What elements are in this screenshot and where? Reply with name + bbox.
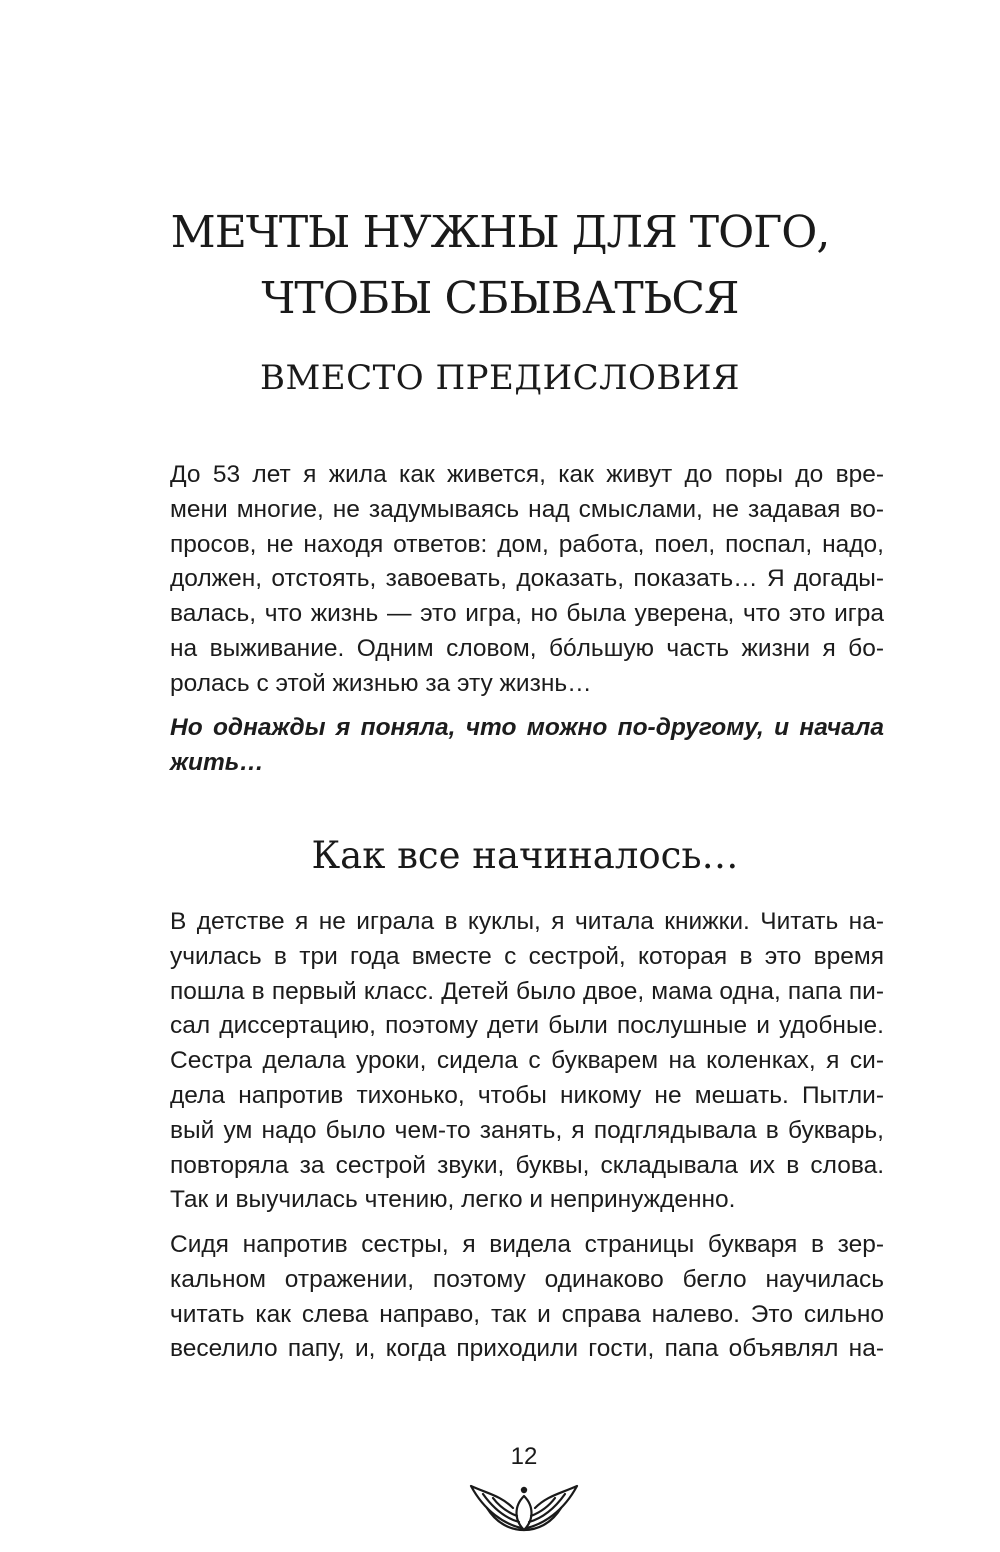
text-line: сал диссертацию, поэтому дети были послушные и удобные. — [170, 1012, 884, 1040]
text-line: В детстве я не играла в куклы, я читала книжки. Читать на- — [170, 908, 884, 935]
text-line: пошла в первый класс. Детей было двое, мама одна, папа пи- — [170, 977, 884, 1005]
text-line: должен, отстоять, завоевать, доказать, показать… Я догады- — [170, 565, 884, 593]
text-line: вый ум надо было чем-то занять, я подглядывала в букварь, — [170, 1116, 884, 1144]
chapter-title-line-2: ЧТОБЫ СБЫВАТЬСЯ — [261, 273, 739, 324]
paragraph-intro — [170, 458, 884, 702]
text-line: жить… — [170, 748, 264, 776]
text-line: училась в три года вместе с сестрой, которая в это время — [170, 942, 884, 970]
text-line: Сидя напротив сестры, я видела страницы букваря в зер- — [170, 1231, 884, 1258]
text-line: Сестра делала уроки, сидела с букварем на коленках, я си- — [170, 1047, 884, 1075]
lotus-wings-icon — [467, 1468, 581, 1534]
paragraph-childhood — [170, 905, 884, 1218]
text-line: дела напротив тихонько, чтобы никому не мешать. Пытли- — [170, 1081, 884, 1109]
text-line: просов, не находя ответов: дом, работа, поел, поспал, надо, — [170, 530, 884, 558]
text-line: валась, что жизнь — это игра, но была уверена, что это игра — [170, 600, 884, 628]
paragraph-mirror-reading — [170, 1228, 884, 1367]
text-line: читать как слева направо, так и справа налево. Это сильно — [170, 1300, 884, 1328]
text-line: До 53 лет я жила как живется, как живут до поры до вре- — [170, 461, 884, 488]
chapter-subtitle: ВМЕСТО ПРЕДИСЛОВИЯ — [260, 358, 740, 398]
text-line: Но однажды я поняла, что можно по-другому, и начала — [170, 714, 884, 741]
text-line: повторяла за сестрой звуки, буквы, складывала их в слова. — [170, 1151, 884, 1179]
emphasis-paragraph — [170, 711, 884, 781]
chapter-title-line-1: МЕЧТЫ НУЖНЫ ДЛЯ ТОГО, — [170, 207, 830, 258]
text-line: ролась с этой жизнью за эту жизнь… — [170, 669, 592, 697]
chapter-title — [0, 200, 1000, 332]
text-line: кальном отражении, поэтому одинаково бегло научилась — [170, 1265, 884, 1293]
section-heading: Как все начиналось… — [311, 834, 739, 877]
text-line: мени многие, не задумываясь над смыслами, не задавая во- — [170, 495, 884, 523]
text-line: веселило папу, и, когда приходили гости, папа объявлял на- — [170, 1335, 884, 1363]
page-number: 12 — [510, 1443, 538, 1470]
text-line: Так и выучилась чтению, легко и непринужденно. — [170, 1186, 736, 1214]
text-line: на выживание. Одним словом, бóльшую часть жизни я бо- — [170, 634, 884, 662]
